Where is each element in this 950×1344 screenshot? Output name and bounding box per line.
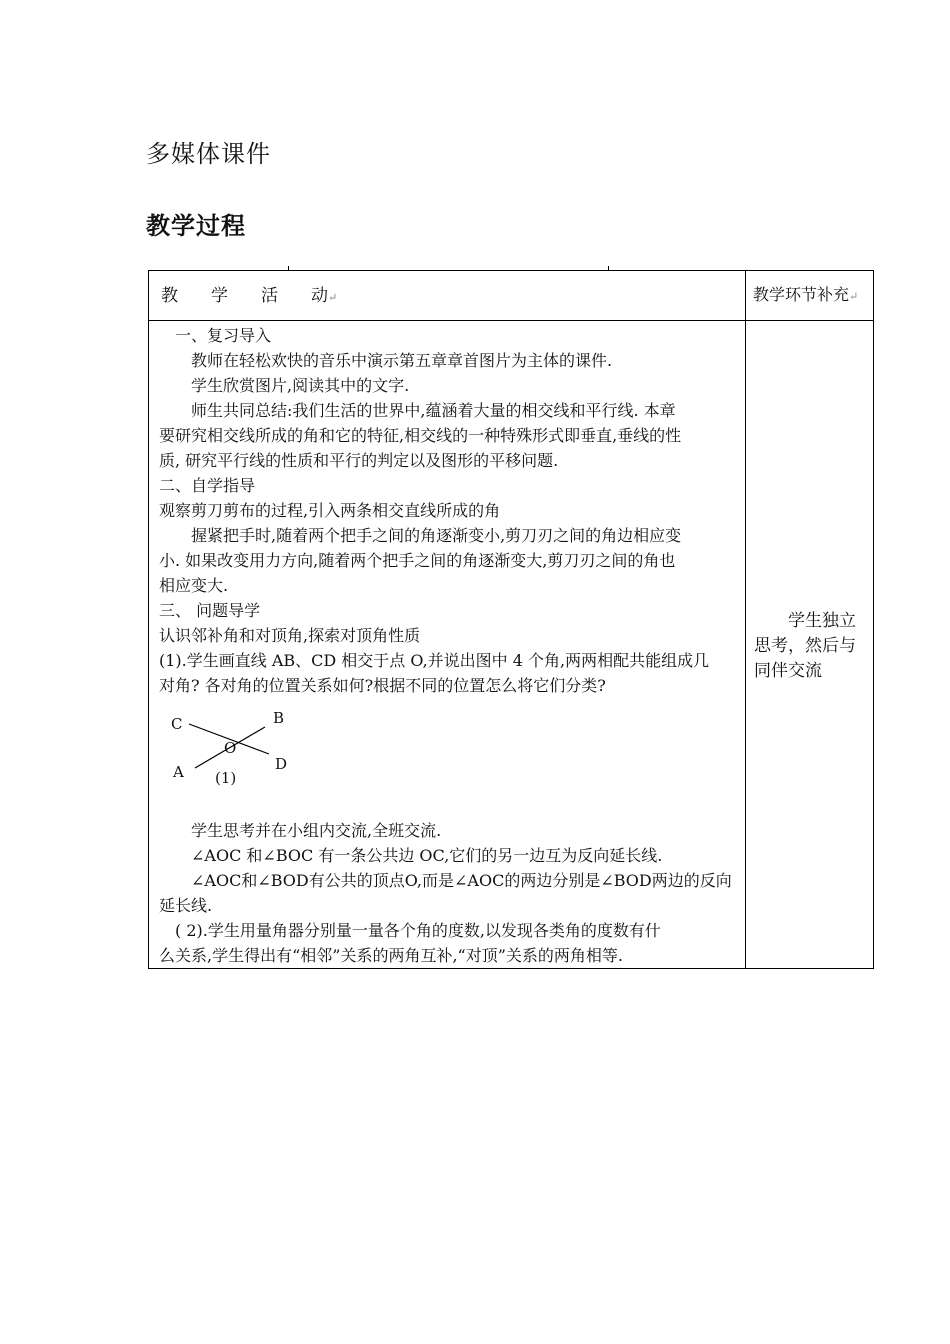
section1-para3-line1: 师生共同总结:我们生活的世界中,蕴涵着大量的相交线和平行线. 本章 — [191, 401, 676, 420]
section2-para1: 观察剪刀剪布的过程,引入两条相交直线所成的角 — [159, 501, 501, 520]
section3-para5-line1: ∠AOC和∠BOD有公共的顶点O,而是∠AOC的两边分别是∠BOD两边的反向 — [191, 871, 732, 890]
table-body-row — [149, 321, 874, 969]
section2-para2-line3: 相应变大. — [159, 576, 229, 595]
label-d: D — [275, 755, 288, 773]
lesson-table — [148, 270, 874, 969]
multimedia-heading: 多媒体课件 — [146, 140, 271, 168]
section2-para2-line1: 握紧把手时,随着两个把手之间的角逐渐变小,剪刀刃之间的角边相应变 — [191, 526, 682, 545]
section3-para2-line2: 对角? 各对角的位置关系如何?根据不同的位置怎么将它们分类? — [159, 676, 606, 695]
activity-header-char-1: 教 — [161, 286, 178, 306]
activity-header-char-3: 活 — [261, 286, 278, 306]
label-o: O — [224, 739, 237, 757]
section3-para6-line2: 么关系,学生得出有“相邻”关系的两角互补,“对顶”关系的两角相等. — [159, 946, 623, 965]
paragraph-mark: ↵ — [328, 291, 338, 304]
activity-header-char-4: 动 — [311, 286, 328, 306]
side-note-line2: 思考，然后与 — [754, 636, 856, 656]
supplement-content — [746, 321, 874, 969]
section3-para1: 认识邻补角和对顶角,探索对顶角性质 — [159, 626, 421, 645]
section3-para2-line1: (1).学生画直线 AB、CD 相交于点 O,并说出图中 4 个角,两两相配共能组成几 — [159, 651, 710, 670]
section1-para3-line2: 要研究相交线所成的角和它的特征,相交线的一种特殊形式即垂直,垂线的性 — [159, 426, 682, 445]
supplement-header-label: 教学环节补充 — [753, 285, 850, 304]
label-c: C — [171, 715, 183, 733]
section1-title: 一、复习导入 — [175, 326, 272, 345]
section1-para1: 教师在轻松欢快的音乐中演示第五章章首图片为主体的课件. — [191, 351, 613, 370]
activity-header-char-2: 学 — [211, 286, 228, 306]
section3-title: 三、 问题导学 — [159, 601, 261, 620]
section3-para3: 学生思考并在小组内交流,全班交流. — [191, 821, 442, 840]
section3-para4: ∠AOC 和∠BOC 有一条公共边 OC,它们的另一边互为反向延长线. — [191, 846, 663, 865]
paragraph-mark: ↵ — [849, 290, 859, 303]
section2-title: 二、自学指导 — [159, 476, 256, 495]
label-b: B — [273, 709, 285, 727]
figure-caption: (1) — [215, 769, 237, 787]
table-header-row — [149, 271, 874, 321]
activity-header — [149, 271, 746, 321]
side-note-line1: 学生独立 — [788, 611, 856, 631]
section3-para5-line2: 延长线. — [159, 896, 213, 915]
intersecting-lines-figure — [159, 698, 739, 818]
label-a: A — [173, 763, 184, 781]
side-note-line3: 同伴交流 — [754, 661, 822, 681]
section3-para6-line1: ( 2).学生用量角器分别量一量各个角的度数,以发现各类角的度数有什 — [175, 921, 661, 940]
section1-para3-line3: 质, 研究平行线的性质和平行的判定以及图形的平移问题. — [159, 451, 559, 470]
activity-content — [149, 321, 746, 969]
supplement-header — [746, 271, 874, 321]
section1-para2: 学生欣赏图片,阅读其中的文字. — [191, 376, 410, 395]
intersecting-lines-svg — [159, 698, 359, 818]
section2-para2-line2: 小. 如果改变用力方向,随着两个把手之间的角逐渐变大,剪刀刃之间的角也 — [159, 551, 676, 570]
teaching-process-heading: 教学过程 — [146, 211, 246, 240]
